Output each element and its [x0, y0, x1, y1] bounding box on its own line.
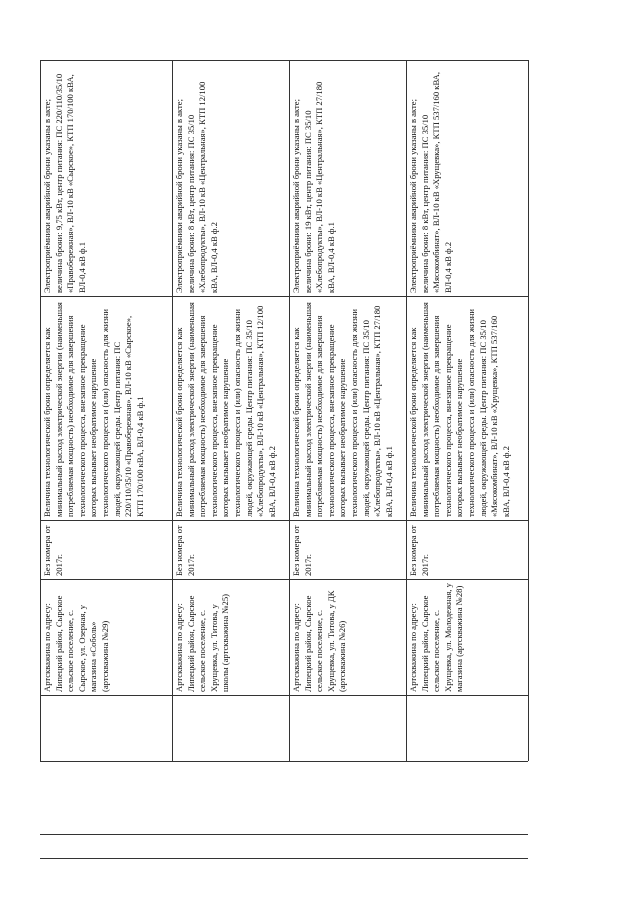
- tech-reserve-cell: Величина технологической брони определяется как минимальный расход электрической энергии (наименьшая потребляемая мощность) необходимое для завершения технологического процесса, внезапное прекращение которых вызывает необратимое нарушение технологического процесса и (или) опасность для жизни людей, окружающей среды. Центр питания: ПС 35/10 «Хлебопродукты», ВЛ-10 кВ «Центральная», КТП 27/180 кВА, ВЛ-0,4 кВ ф.1: [291, 302, 394, 517]
- location-cell: Артскважина по адресу: Липецкий район, Сырское сельское поселение, с. Сырское, ул. Озерная, у магазина «Соболь» (артскважина №29): [42, 595, 110, 692]
- number-cell-wrap: [40, 520, 172, 579]
- emergency-cell-wrap: [40, 60, 172, 296]
- tech-reserve-cell: Величина технологической брони определяется как минимальный расход электрической энергии (наименьшая потребляемая мощность) необходимое для завершения технологического процесса, внезапное прекращение которых вызывает необратимое нарушение технологического процесса и (или) опасность для жизни людей, окружающей среды. Центр питания: ПС 220/110/35/10 «Правобережная», ВЛ-10 кВ «Сырское», КТП 170/100 кВА, ВЛ-0,4 кВ ф.1: [42, 302, 145, 517]
- tech-cell-wrap: [406, 296, 528, 520]
- number-cell: Без номера от 2017г.: [291, 525, 313, 576]
- number-cell: Без номера от 2017г.: [408, 525, 430, 576]
- location-cell: Артскважина по адресу: Липецкий район, Сырское сельское поселение, с. Хрущевка, ул. Молодежная, у магазина (артскважина №28): [408, 583, 465, 692]
- emergency-reserve-cell: Электроприёмники аварийной брони указаны в акте; величина брони: 9,75 кВт, центр питания: ПС 220/110/35/10 «Правобережная», ВЛ-10 кВ «Сырское», КТП 170/100 кВА, ВЛ-0,4 кВ ф.1: [42, 73, 87, 293]
- tech-reserve-cell: Величина технологической брони определяется как минимальный расход электрической энергии (наименьшая потребляемая мощность) необходимое для завершения технологического процесса, внезапное прекращение которых вызывает необратимое нарушение технологического процесса и (или) опасность для жизни людей, окружающей среды. Центр питания: ПС 35/10 «Хлебопродукты», ВЛ-10 кВ «Центральная», КТП 12/100 кВА, ВЛ-0,4 кВ ф.2: [174, 302, 277, 517]
- emergency-reserve-cell: Электроприёмники аварийной брони указаны в акте; величина брони: 8 кВт, центр питания: ПС 35/10 «Хлебопродукты», ВЛ-10 кВ «Центральная», КТП 12/100 кВА, ВЛ-0,4 кВ ф.2: [174, 81, 219, 293]
- number-cell-wrap: [406, 520, 528, 579]
- emergency-reserve-cell: Электроприёмники аварийной брони указаны в акте; величина брони: 19 кВт, центр питания: ПС 35/10 «Хлебопродукты», ВЛ-10 кВ «Центральная», КТП 27/180 кВА, ВЛ-0,4 кВ ф.1: [291, 81, 336, 293]
- table-row: [406, 579, 528, 695]
- location-cell: Артскважина по адресу: Липецкий район, Сырское сельское поселение, с. Хрущевка, ул. Титова, у школы (артскважина №25): [174, 594, 231, 692]
- table-rule: [40, 834, 528, 835]
- emergency-cell-wrap: [289, 60, 406, 296]
- table-bottom-edge: [40, 695, 528, 696]
- number-cell: Без номера от 2017г.: [174, 525, 196, 576]
- emergency-cell-wrap: [406, 60, 528, 296]
- number-cell-wrap: [172, 520, 289, 579]
- table-row: [289, 579, 406, 695]
- table-rule: [40, 858, 528, 859]
- number-cell: Без номера от 2017г.: [42, 525, 64, 576]
- tech-cell-wrap: [289, 296, 406, 520]
- table-rule: [40, 761, 528, 762]
- table-row: [172, 579, 289, 695]
- location-cell: Артскважина по адресу: Липецкий район, Сырское сельское поселение, с. Хрущевка, ул. Титова, у ДК (артскважина №26): [291, 590, 348, 692]
- number-cell-wrap: [289, 520, 406, 579]
- tech-reserve-cell: Величина технологической брони определяется как минимальный расход электрической энергии (наименьшая потребляемая мощность) необходимое для завершения технологического процесса, внезапное прекращение которых вызывает необратимое нарушение технологического процесса и (или) опасность для жизни людей, окружающей среды. Центр питания: ПС 35/10 «Мясокомбинат», ВЛ-10 кВ «Хрущевка», КТП 537/160 кВА, ВЛ-0,4 кВ ф.2: [408, 302, 511, 517]
- table-right-border: [528, 60, 529, 761]
- emergency-reserve-cell: Электроприёмники аварийной брони указаны в акте; величина брони: 8 кВт, центр питания: ПС 35/10 «Мясокомбинат», ВЛ-10 кВ «Хрущевка», КТП 537/160 кВА, ВЛ-0,4 кВ ф.2: [408, 71, 453, 293]
- tech-cell-wrap: [172, 296, 289, 520]
- tech-cell-wrap: [40, 296, 172, 520]
- table-row: [40, 579, 172, 695]
- emergency-cell-wrap: [172, 60, 289, 296]
